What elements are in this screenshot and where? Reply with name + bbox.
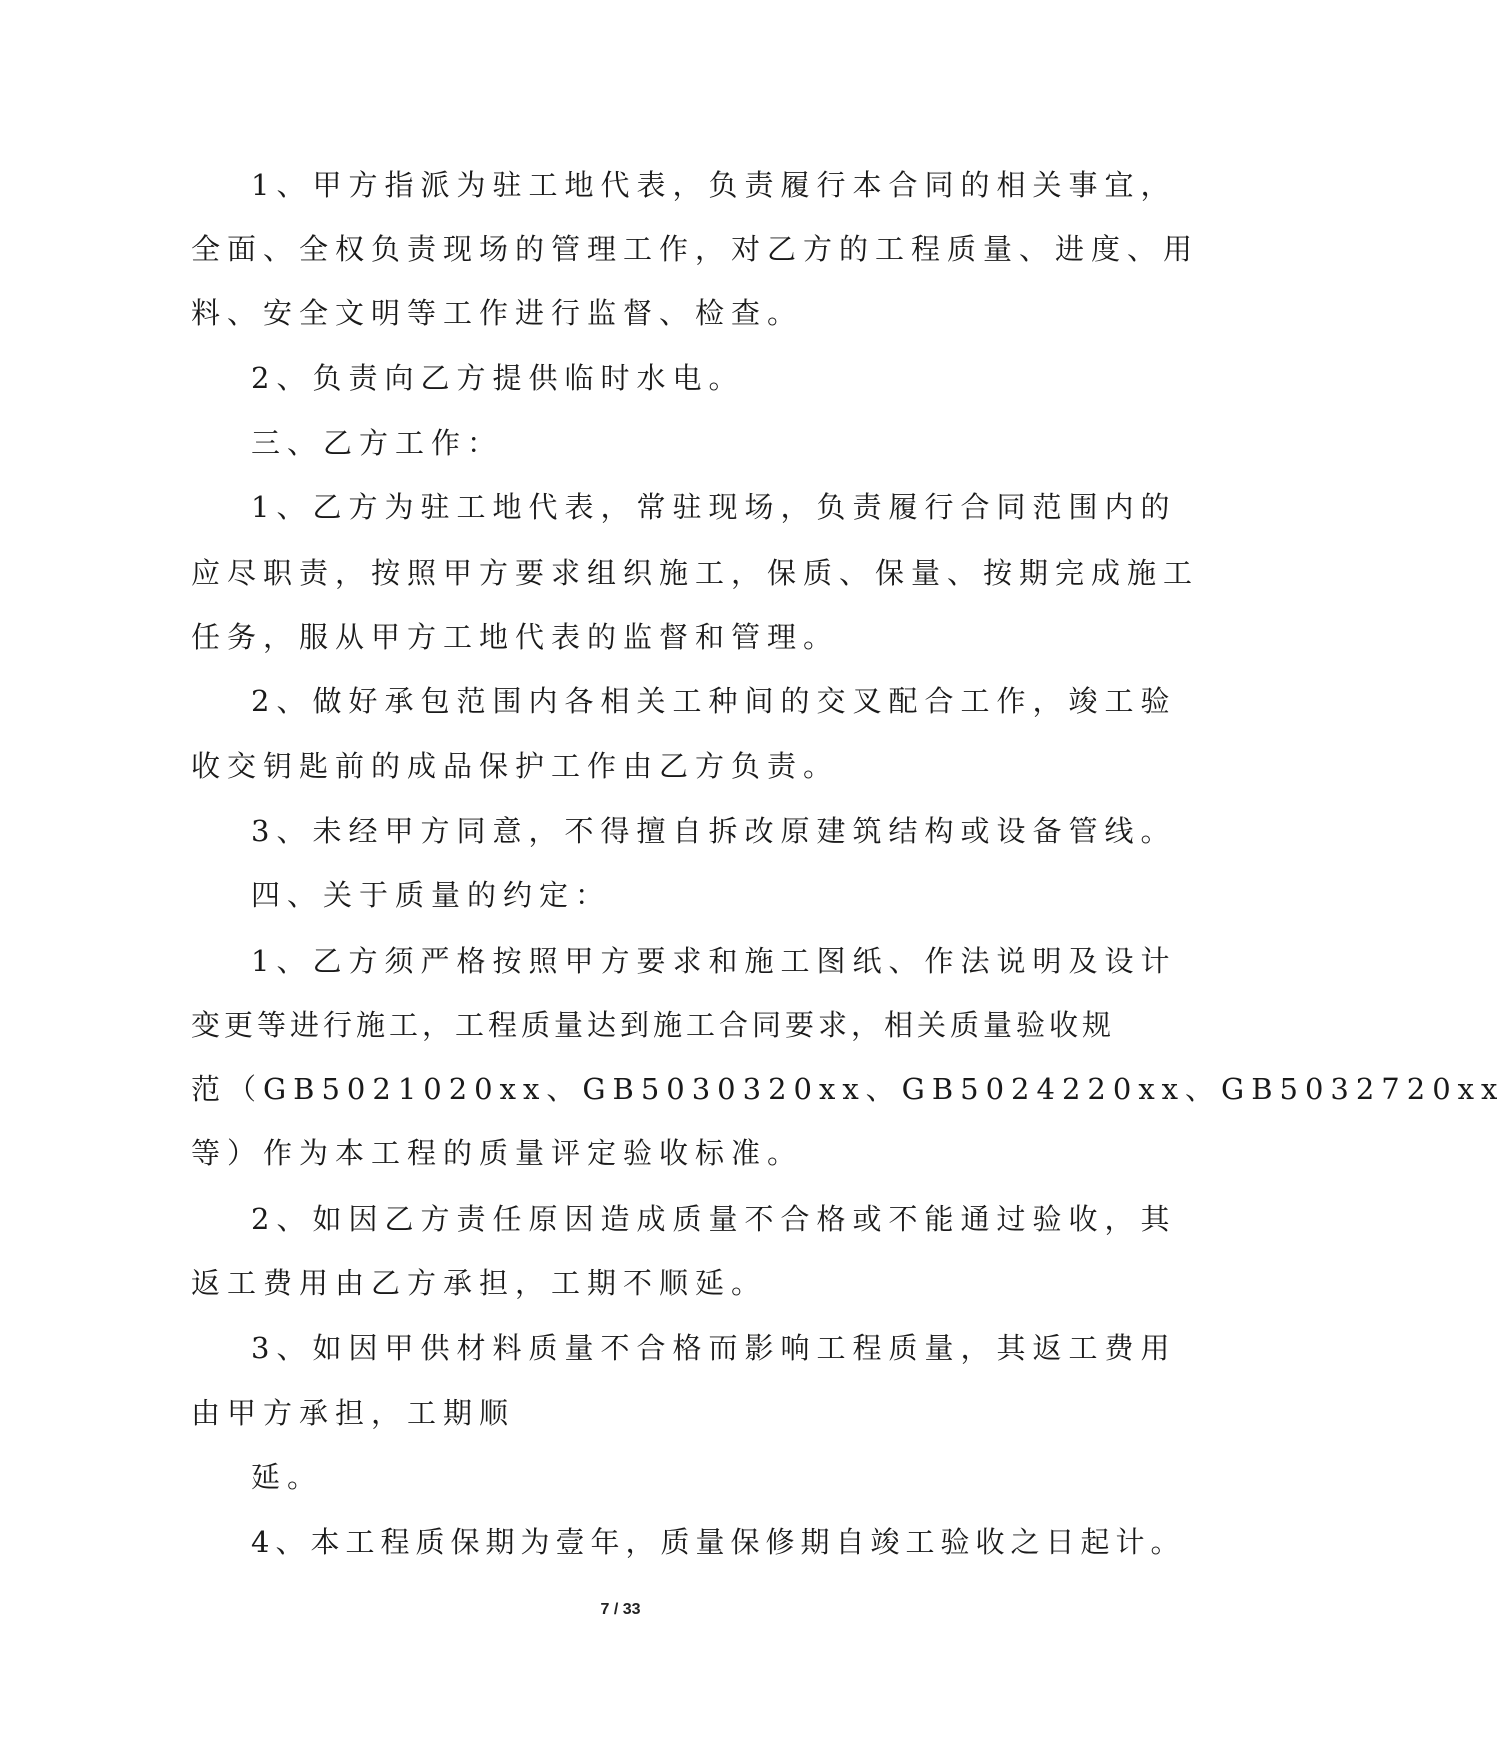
- paragraph-line: 返工费用由乙方承担，工期不顺延。: [191, 1266, 768, 1300]
- paragraph-line: 全面、全权负责现场的管理工作，对乙方的工程质量、进度、用: [191, 232, 1200, 266]
- paragraph-line: 3、未经甲方同意，不得擅自拆改原建筑结构或设备管线。: [251, 814, 1177, 848]
- paragraph-line: 变更等进行施工，工程质量达到施工合同要求，相关质量验收规: [191, 1008, 1116, 1042]
- paragraph-line: 料、安全文明等工作进行监督、检查。: [191, 296, 804, 330]
- paragraph-line: 1、甲方指派为驻工地代表，负责履行本合同的相关事宜，: [251, 168, 1177, 202]
- paragraph-line: 2、如因乙方责任原因造成质量不合格或不能通过验收，其: [251, 1202, 1177, 1236]
- paragraph-line: 任务，服从甲方工地代表的监督和管理。: [191, 620, 840, 654]
- paragraph-line: 范（GB5021020xx、GB5030320xx、GB5024220xx、GB5032720xx: [191, 1072, 1504, 1106]
- paragraph-line: 收交钥匙前的成品保护工作由乙方负责。: [191, 749, 840, 783]
- paragraph-line: 由甲方承担，工期顺: [191, 1396, 516, 1430]
- paragraph-line: 2、负责向乙方提供临时水电。: [251, 361, 745, 395]
- paragraph-line: 3、如因甲供材料质量不合格而影响工程质量，其返工费用: [251, 1331, 1177, 1365]
- paragraph-line: 应尽职责，按照甲方要求组织施工，保质、保量、按期完成施工: [191, 556, 1200, 590]
- paragraph-line: 延。: [251, 1460, 324, 1494]
- section-heading: 四、关于质量的约定：: [251, 878, 612, 912]
- paragraph-line: 1、乙方须严格按照甲方要求和施工图纸、作法说明及设计: [251, 944, 1177, 978]
- paragraph-line: 等）作为本工程的质量评定验收标准。: [191, 1136, 804, 1170]
- paragraph-line: 2、做好承包范围内各相关工种间的交叉配合工作，竣工验: [251, 684, 1177, 718]
- section-heading: 三、乙方工作：: [251, 426, 504, 460]
- page-number: 7 / 33: [600, 1601, 641, 1618]
- paragraph-line: 4、本工程质保期为壹年，质量保修期自竣工验收之日起计。: [251, 1525, 1186, 1559]
- paragraph-line: 1、乙方为驻工地代表，常驻现场，负责履行合同范围内的: [251, 490, 1177, 524]
